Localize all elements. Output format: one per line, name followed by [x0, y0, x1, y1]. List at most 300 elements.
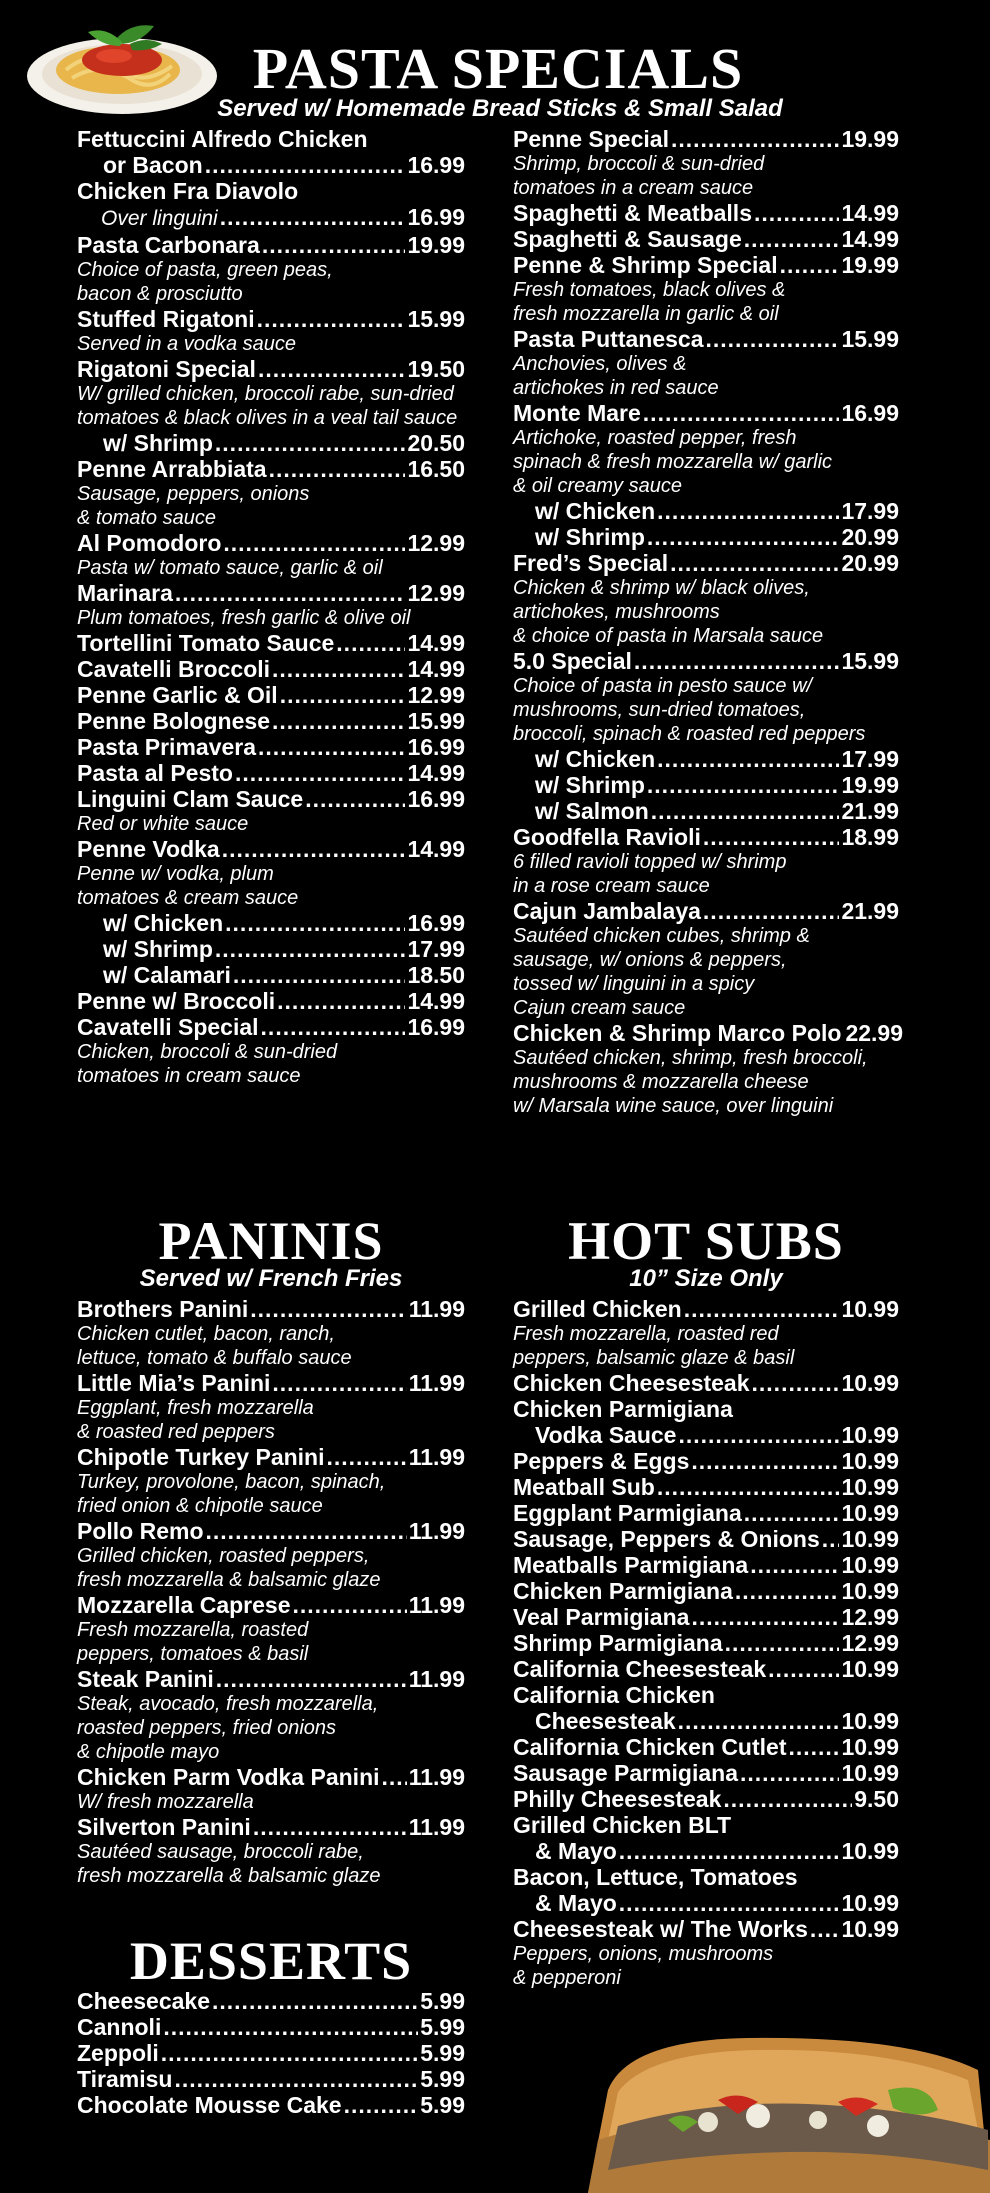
item-name: Marinara: [77, 580, 173, 606]
item-description: tomatoes & cream sauce: [77, 887, 299, 909]
leader-dots: [233, 962, 406, 988]
item-price: 17.99: [841, 746, 899, 772]
item-name: Pasta Primavera: [77, 734, 257, 760]
item-name: Little Mia’s Panini: [77, 1370, 271, 1396]
leader-dots: [261, 1014, 406, 1040]
paninis-subtitle: Served w/ French Fries: [139, 1265, 403, 1292]
item-name: Tortellini Tomato Sauce: [77, 630, 335, 656]
item-price: 17.99: [841, 498, 899, 524]
item-price: 19.99: [841, 772, 899, 798]
item-price: 21.99: [841, 898, 899, 924]
menu-item-al-pomodoro: [77, 530, 465, 556]
leader-dots: [643, 400, 840, 426]
leader-dots: [810, 1916, 840, 1942]
item-price: 16.99: [407, 204, 465, 230]
item-name: Philly Cheesesteak: [513, 1786, 722, 1812]
item-name: Zeppoli: [77, 2040, 159, 2066]
leader-dots: [258, 356, 406, 382]
item-name: Linguini Clam Sauce: [77, 786, 304, 812]
item-name: Brothers Panini: [77, 1296, 249, 1322]
menu-item-veal-parmigiana: [513, 1604, 899, 1630]
menu-item-cavatelli-special: [77, 1014, 465, 1040]
item-description: mushrooms & mozzarella cheese: [513, 1071, 809, 1093]
item-price: 10.99: [841, 1578, 899, 1604]
item-name: Tiramisu: [77, 2066, 173, 2092]
menu-item-linguini-clam-sauce: [77, 786, 465, 812]
item-name: w/ Shrimp: [103, 936, 213, 962]
item-price: 11.99: [408, 1592, 465, 1618]
item-description: Fresh tomatoes, black olives &: [513, 279, 786, 301]
item-name: Vodka Sauce: [535, 1422, 677, 1448]
item-price: 14.99: [841, 226, 899, 252]
item-price: 19.99: [407, 232, 465, 258]
item-description: tossed w/ linguini in a spicy: [513, 973, 755, 995]
menu-item-spaghetti-meatballs: [513, 200, 899, 226]
item-price: 10.99: [841, 1422, 899, 1448]
leader-dots: [220, 204, 406, 230]
item-price: 5.99: [420, 2014, 465, 2040]
item-name: Steak Panini: [77, 1666, 214, 1692]
item-description: Grilled chicken, roasted peppers,: [77, 1545, 370, 1567]
item-name: Chocolate Mousse Cake: [77, 2092, 342, 2118]
item-description: Artichoke, roasted pepper, fresh: [513, 427, 797, 449]
item-price: 11.99: [408, 1296, 465, 1322]
item-description: & oil creamy sauce: [513, 475, 682, 497]
menu-item-w-chicken: [77, 910, 465, 936]
leader-dots: [257, 306, 406, 332]
item-description: & choice of pasta in Marsala sauce: [513, 625, 824, 647]
item-label: California Chicken: [513, 1682, 715, 1708]
item-price: 11.99: [408, 1814, 465, 1840]
menu-item-penne-w-broccoli: [77, 988, 465, 1014]
menu-item-penne-shrimp-special: [513, 252, 899, 278]
leader-dots: [725, 1630, 840, 1656]
item-name: Fred’s Special: [513, 550, 669, 576]
item-description: fresh mozzarella in garlic & oil: [513, 303, 779, 325]
leader-dots: [222, 836, 406, 862]
item-description: peppers, balsamic glaze & basil: [513, 1347, 795, 1369]
subs-title: HOT SUBS: [568, 1211, 844, 1271]
item-price: 16.99: [407, 152, 465, 178]
item-name: Cheesesteak: [535, 1708, 676, 1734]
item-price: 14.99: [407, 836, 465, 862]
item-name: Pasta al Pesto: [77, 760, 233, 786]
leader-dots: [262, 232, 406, 258]
item-description: Turkey, provolone, bacon, spinach,: [77, 1471, 386, 1493]
menu-item-silverton-panini: [77, 1814, 465, 1840]
item-name: & Mayo: [535, 1838, 617, 1864]
item-price: 15.99: [841, 648, 899, 674]
item-price: 12.99: [407, 682, 465, 708]
item-description: sausage, w/ onions & peppers,: [513, 949, 787, 971]
item-name: Chicken & Shrimp Marco Polo: [513, 1020, 842, 1046]
item-price: 11.99: [408, 1444, 465, 1470]
leader-dots: [678, 1708, 840, 1734]
item-price: 10.99: [841, 1370, 899, 1396]
pasta-subtitle: Served w/ Homemade Bread Sticks & Small Salad: [217, 95, 783, 122]
leader-dots: [344, 2092, 419, 2118]
item-name: Penne & Shrimp Special: [513, 252, 778, 278]
menu-item-brothers-panini: [77, 1296, 465, 1322]
leader-dots: [768, 1656, 839, 1682]
menu-item-chocolate-mousse-cake: [77, 2092, 465, 2118]
desserts-list: [77, 1988, 465, 2118]
item-price: 18.99: [841, 824, 899, 850]
item-description: fried onion & chipotle sauce: [77, 1495, 323, 1517]
item-description: Sautéed chicken cubes, shrimp &: [513, 925, 810, 947]
item-description: Shrimp, broccoli & sun-dried: [513, 153, 765, 175]
item-price: 12.99: [841, 1604, 899, 1630]
leader-dots: [382, 1764, 407, 1790]
leader-dots: [657, 746, 839, 772]
item-name: Meatballs Parmigiana: [513, 1552, 749, 1578]
item-name: Mozzarella Caprese: [77, 1592, 291, 1618]
item-description: Penne w/ vodka, plum: [77, 863, 274, 885]
item-price: 12.99: [407, 530, 465, 556]
leader-dots: [336, 630, 405, 656]
cheesesteak-sandwich-icon: [588, 2030, 990, 2193]
menu-item-penne-bolognese: [77, 708, 465, 734]
item-price: 16.99: [407, 910, 465, 936]
menu-item-pollo-remo: [77, 1518, 465, 1544]
leader-dots: [327, 1444, 407, 1470]
menu-item-peppers-eggs: [513, 1448, 899, 1474]
menu-item-pasta-carbonara: [77, 232, 465, 258]
menu-item-tortellini-tomato-sauce: [77, 630, 465, 656]
item-name: Eggplant Parmigiana: [513, 1500, 742, 1526]
leader-dots: [619, 1838, 840, 1864]
menu-item-cajun-jambalaya: [513, 898, 899, 924]
leader-dots: [744, 1500, 840, 1526]
pasta-title: PASTA SPECIALS: [252, 36, 744, 101]
item-price: 14.99: [407, 630, 465, 656]
item-name: & Mayo: [535, 1890, 617, 1916]
menu-item-shrimp-parmigiana: [513, 1630, 899, 1656]
menu-item-cannoli: [77, 2014, 465, 2040]
menu-item-cheesecake: [77, 1988, 465, 2014]
item-description: bacon & prosciutto: [77, 283, 243, 305]
item-name: California Chicken Cutlet: [513, 1734, 787, 1760]
menu-item-chicken-cheesesteak: [513, 1370, 899, 1396]
item-description: in a rose cream sauce: [513, 875, 710, 897]
item-name: Spaghetti & Meatballs: [513, 200, 752, 226]
item-price: 12.99: [841, 1630, 899, 1656]
menu-item-vodka-sauce: [513, 1422, 899, 1448]
item-price: 10.99: [841, 1526, 899, 1552]
leader-dots: [684, 1296, 840, 1322]
leader-dots: [161, 2040, 418, 2066]
leader-dots: [205, 152, 406, 178]
leader-dots: [292, 1592, 406, 1618]
leader-dots: [735, 1578, 840, 1604]
leader-dots: [272, 656, 405, 682]
item-price: 16.99: [407, 734, 465, 760]
item-price: 15.99: [407, 708, 465, 734]
item-name: Silverton Panini: [77, 1814, 251, 1840]
subs-subtitle: 10” Size Only: [629, 1265, 783, 1292]
item-price: 16.99: [407, 1014, 465, 1040]
menu-item-over-linguini: [77, 204, 465, 232]
item-name: Peppers & Eggs: [513, 1448, 690, 1474]
pasta-left-column: [77, 126, 465, 1088]
item-description: Cajun cream sauce: [513, 997, 686, 1019]
item-price: 10.99: [841, 1838, 899, 1864]
item-price: 5.99: [420, 2092, 465, 2118]
menu-item-pasta-puttanesca: [513, 326, 899, 352]
item-label: Bacon, Lettuce, Tomatoes: [513, 1864, 798, 1890]
item-price: 10.99: [841, 1474, 899, 1500]
item-price: 10.99: [841, 1734, 899, 1760]
item-description: Plum tomatoes, fresh garlic & olive oil: [77, 607, 411, 629]
leader-dots: [277, 988, 405, 1014]
leader-dots: [671, 126, 839, 152]
item-price: 15.99: [841, 326, 899, 352]
leader-dots: [744, 226, 840, 252]
leader-dots: [258, 734, 405, 760]
menu-item-marinara: [77, 580, 465, 606]
item-name: w/ Chicken: [535, 746, 656, 772]
leader-dots: [174, 2066, 418, 2092]
leader-dots: [822, 1526, 840, 1552]
item-description: & chipotle mayo: [77, 1741, 220, 1763]
item-description: Chicken & shrimp w/ black olives,: [513, 577, 810, 599]
leader-dots: [691, 1604, 839, 1630]
menu-item-mayo: [513, 1838, 899, 1864]
item-name: w/ Shrimp: [535, 772, 645, 798]
item-name: w/ Chicken: [535, 498, 656, 524]
item-description: Steak, avocado, fresh mozzarella,: [77, 1693, 379, 1715]
leader-dots: [175, 580, 406, 606]
leader-dots: [212, 1988, 418, 2014]
item-name: Penne Special: [513, 126, 669, 152]
menu-item-w-shrimp: [513, 772, 899, 798]
leader-dots: [703, 824, 840, 850]
item-price: 21.99: [841, 798, 899, 824]
menu-item-penne-arrabbiata: [77, 456, 465, 482]
item-name: w/ Shrimp: [103, 430, 213, 456]
item-price: 14.99: [841, 200, 899, 226]
item-name: Sausage, Peppers & Onions: [513, 1526, 820, 1552]
item-name: Goodfella Ravioli: [513, 824, 701, 850]
item-name: Pollo Remo: [77, 1518, 204, 1544]
leader-dots: [215, 936, 406, 962]
item-description: Served in a vodka sauce: [77, 333, 297, 355]
leader-dots: [223, 530, 405, 556]
item-description: Fresh mozzarella, roasted red: [513, 1323, 779, 1345]
item-price: 11.99: [408, 1370, 465, 1396]
leader-dots: [780, 252, 840, 278]
item-name: California Cheesesteak: [513, 1656, 767, 1682]
item-description: Chicken cutlet, bacon, ranch,: [77, 1323, 335, 1345]
menu-item-goodfella-ravioli: [513, 824, 899, 850]
item-name: Spaghetti & Sausage: [513, 226, 742, 252]
leader-dots: [723, 1786, 852, 1812]
item-description: tomatoes in a cream sauce: [513, 177, 754, 199]
leader-dots: [703, 898, 840, 924]
leader-dots: [657, 1474, 840, 1500]
item-description: 6 filled ravioli topped w/ shrimp: [513, 851, 787, 873]
item-price: 10.99: [841, 1296, 899, 1322]
item-name: Grilled Chicken: [513, 1296, 682, 1322]
item-name: w/ Salmon: [535, 798, 649, 824]
leader-dots: [206, 1518, 407, 1544]
item-description: & tomato sauce: [77, 507, 216, 529]
menu-item-sausage-peppers-onions: [513, 1526, 899, 1552]
item-name: Cheesecake: [77, 1988, 210, 2014]
item-price: 16.99: [841, 400, 899, 426]
item-description: mushrooms, sun-dried tomatoes,: [513, 699, 806, 721]
item-description: artichokes in red sauce: [513, 377, 719, 399]
item-price: 17.99: [407, 936, 465, 962]
menu-item-penne-special: [513, 126, 899, 152]
menu-item-w-chicken: [513, 498, 899, 524]
item-price: 19.99: [841, 126, 899, 152]
item-description: artichokes, mushrooms: [513, 601, 720, 623]
menu-item-mayo: [513, 1890, 899, 1916]
item-description: Sautéed sausage, broccoli rabe,: [77, 1841, 364, 1863]
leader-dots: [754, 200, 839, 226]
item-name: Cavatelli Broccoli: [77, 656, 271, 682]
item-name: Meatball Sub: [513, 1474, 655, 1500]
item-description: Fresh mozzarella, roasted: [77, 1619, 309, 1641]
leader-dots: [691, 1448, 839, 1474]
item-price: 5.99: [420, 2066, 465, 2092]
item-name: Al Pomodoro: [77, 530, 222, 556]
menu-item-cheesesteak-w-the-works: [513, 1916, 899, 1942]
item-name: Pasta Carbonara: [77, 232, 260, 258]
menu-item-stuffed-rigatoni: [77, 306, 465, 332]
menu-item-penne-vodka: [77, 836, 465, 862]
item-price: 10.99: [841, 1656, 899, 1682]
item-price: 10.99: [841, 1708, 899, 1734]
item-price: 18.50: [407, 962, 465, 988]
menu-item-monte-mare: [513, 400, 899, 426]
item-name: Penne Bolognese: [77, 708, 270, 734]
item-description: Red or white sauce: [77, 813, 249, 835]
leader-dots: [215, 430, 406, 456]
leader-dots: [272, 708, 405, 734]
item-price: 14.99: [407, 656, 465, 682]
item-name: Cheesesteak w/ The Works: [513, 1916, 808, 1942]
leader-dots: [657, 498, 839, 524]
item-price: 14.99: [407, 760, 465, 786]
item-label: Grilled Chicken BLT: [513, 1812, 732, 1838]
leader-dots: [670, 550, 839, 576]
menu-item-sausage-parmigiana: [513, 1760, 899, 1786]
item-name: Cajun Jambalaya: [513, 898, 701, 924]
menu-item-spaghetti-sausage: [513, 226, 899, 252]
menu-item-w-chicken: [513, 746, 899, 772]
item-description: Eggplant, fresh mozzarella: [77, 1397, 314, 1419]
leader-dots: [272, 1370, 406, 1396]
item-description: Sautéed chicken, shrimp, fresh broccoli,: [513, 1047, 868, 1069]
item-name: Over linguini: [101, 207, 218, 230]
menu-item-steak-panini: [77, 1666, 465, 1692]
item-price: 19.99: [841, 252, 899, 278]
item-price: 5.99: [420, 1988, 465, 2014]
paninis-list: [77, 1296, 465, 1888]
item-description: peppers, tomatoes & basil: [77, 1643, 309, 1665]
menu-item-pasta-al-pesto: [77, 760, 465, 786]
item-name: Cavatelli Special: [77, 1014, 259, 1040]
leader-dots: [740, 1760, 839, 1786]
item-name: Penne Arrabbiata: [77, 456, 267, 482]
item-description: spinach & fresh mozzarella w/ garlic: [513, 451, 833, 473]
item-label: Fettuccini Alfredo Chicken: [77, 126, 368, 152]
menu-item-grilled-chicken: [513, 1296, 899, 1322]
item-price: 10.99: [841, 1916, 899, 1942]
item-name: Monte Mare: [513, 400, 641, 426]
item-price: 15.99: [407, 306, 465, 332]
item-name: Pasta Puttanesca: [513, 326, 704, 352]
menu-item-cheesesteak: [513, 1708, 899, 1734]
item-name: Penne Vodka: [77, 836, 220, 862]
menu-item-w-shrimp: [513, 524, 899, 550]
leader-dots: [750, 1552, 839, 1578]
item-price: 20.99: [841, 524, 899, 550]
leader-dots: [280, 682, 406, 708]
pasta-right-column: [513, 126, 904, 1118]
item-price: 10.99: [841, 1552, 899, 1578]
item-description: & roasted red peppers: [77, 1421, 275, 1443]
item-description: tomatoes & black olives in a veal tail sauce: [77, 407, 458, 429]
item-name: Stuffed Rigatoni: [77, 306, 255, 332]
menu-item-chicken-parm-vodka-panini: [77, 1764, 465, 1790]
leader-dots: [752, 1370, 840, 1396]
item-description: Choice of pasta, green peas,: [77, 259, 333, 281]
item-name: Sausage Parmigiana: [513, 1760, 738, 1786]
item-name: w/ Shrimp: [535, 524, 645, 550]
leader-dots: [250, 1296, 406, 1322]
item-description: Pasta w/ tomato sauce, garlic & oil: [77, 557, 383, 579]
item-price: 11.99: [408, 1518, 465, 1544]
item-price: 10.99: [841, 1500, 899, 1526]
item-description: w/ Marsala wine sauce, over linguini: [513, 1095, 834, 1117]
menu-item-philly-cheesesteak: [513, 1786, 899, 1812]
item-description: fresh mozzarella & balsamic glaze: [77, 1569, 381, 1591]
leader-dots: [647, 772, 840, 798]
item-description: & pepperoni: [513, 1967, 621, 1989]
leader-dots: [678, 1422, 839, 1448]
item-price: 16.50: [407, 456, 465, 482]
menu-item-w-calamari: [77, 962, 465, 988]
item-description: lettuce, tomato & buffalo sauce: [77, 1347, 352, 1369]
item-name: w/ Chicken: [103, 910, 224, 936]
menu-item-zeppoli: [77, 2040, 465, 2066]
leader-dots: [225, 910, 405, 936]
item-name: 5.0 Special: [513, 648, 632, 674]
item-description: W/ fresh mozzarella: [77, 1791, 254, 1813]
menu-item-cavatelli-broccoli: [77, 656, 465, 682]
item-price: 9.50: [854, 1786, 899, 1812]
item-price: 10.99: [841, 1448, 899, 1474]
item-price: 20.50: [407, 430, 465, 456]
item-price: 10.99: [841, 1890, 899, 1916]
item-name: Veal Parmigiana: [513, 1604, 690, 1630]
item-price: 22.99: [845, 1020, 904, 1046]
item-price: 12.99: [407, 580, 465, 606]
menu-item-chipotle-turkey-panini: [77, 1444, 465, 1470]
item-description: Peppers, onions, mushrooms: [513, 1943, 774, 1965]
leader-dots: [651, 798, 840, 824]
item-description: roasted peppers, fried onions: [77, 1717, 337, 1739]
item-price: 10.99: [841, 1760, 899, 1786]
menu-item-pasta-primavera: [77, 734, 465, 760]
leader-dots: [163, 2014, 418, 2040]
desserts-title: DESSERTS: [129, 1931, 413, 1991]
leader-dots: [619, 1890, 840, 1916]
item-price: 20.99: [841, 550, 899, 576]
